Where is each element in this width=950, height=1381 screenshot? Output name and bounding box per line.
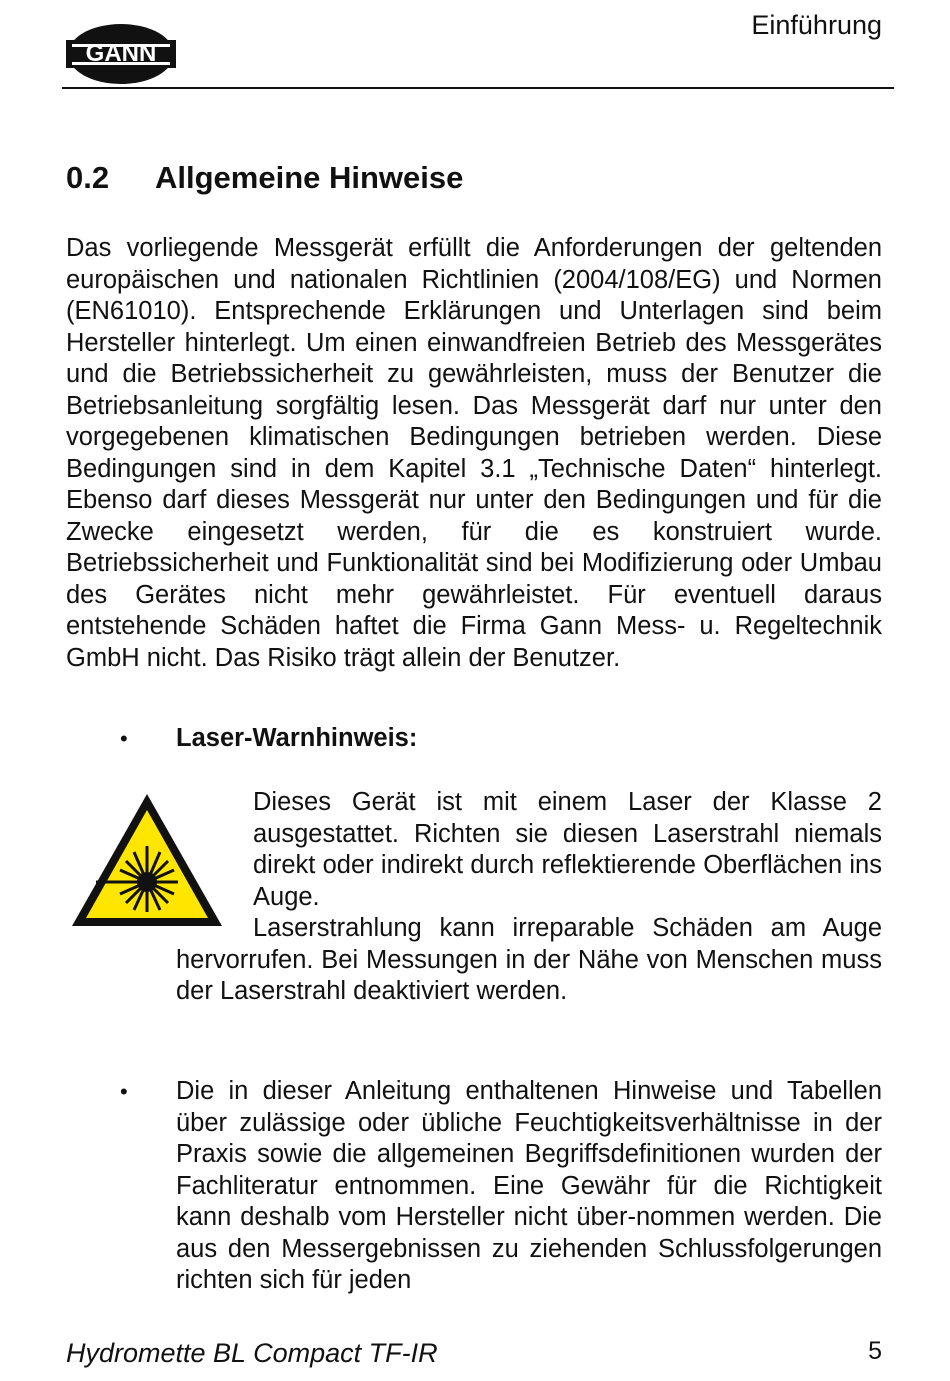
laser-warning-text: Dieses Gerät ist mit einem Laser der Klasse 2 ausgestattet. Richten sie diesen Laserstrahl niemals direkt oder indirekt durch reflektierende Oberflächen ins Auge.	[253, 788, 882, 911]
laser-heading: Laser-Warnhinweis:	[176, 724, 418, 752]
section-heading	[66, 158, 463, 198]
section-title: Allgemeine Hinweise	[155, 160, 464, 195]
section-number: 0.2	[66, 160, 110, 195]
info-paragraph: Die in dieser Anleitung enthaltenen Hinweise und Tabellen über zulässige oder übliche Feuchtigkeitsverhältnisse in der Praxis sowie die allgemeinen Begriffsdefinitionen wurden der Fachliteratur entnommen. Eine Gewähr für die Richtigkeit kann deshalb vom Hersteller nicht über-nommen werden. Die aus den Messergebnissen zu ziehenden Schlussfolgerungen richten sich für jeden	[176, 1077, 882, 1294]
intro-paragraph: Das vorliegende Messgerät erfüllt die Anforderungen der geltenden europäischen und nationalen Richtlinien (2004/108/EG) und Normen (EN61010). Entsprechende Erklärungen und Unterlagen sind beim Hersteller hinterlegt. Um einen einwandfreien Betrieb des Messgerätes und die Betriebssicherheit zu gewährleisten, muss der Benutzer die Betriebsanleitung sorgfältig lesen. Das Messgerät darf nur unter den vorgegebenen klimatischen Bedingungen betrieben werden. Diese Bedingungen sind in dem Kapitel 3.1 „Technische Daten“ hinterlegt. Ebenso darf dieses Messgerät nur unter den Bedingungen und für die Zwecke eingesetzt werden, für die es konstruiert wurde. Betriebssicherheit und Funktionalität sind bei Modifizierung oder Umbau des Gerätes nicht mehr gewährleistet. Für eventuell daraus entstehende Schäden haftet die Firma Gann Mess- u. Regeltechnik GmbH nicht. Das Risiko trägt allein der Benutzer.	[66, 234, 882, 672]
gann-logo	[66, 22, 176, 86]
page-number: 5	[868, 1337, 882, 1365]
bullet-dot: •	[120, 726, 128, 751]
header-rule	[62, 87, 894, 89]
logo-text: GANN	[85, 40, 157, 67]
laser-warning-text-continued	[176, 913, 882, 1008]
bullet-dot: •	[120, 1079, 128, 1104]
footer-title: Hydromette BL Compact TF-IR	[66, 1338, 438, 1368]
header-title: Einführung	[751, 10, 882, 40]
laser-warning-icon	[68, 790, 226, 930]
laser-warning-text-continued-content: Laserstrahlung kann irreparable Schäden am Auge hervorrufen. Bei Messungen in der Nähe von Menschen muss der Laserstrahl deaktiviert werden.	[176, 914, 882, 1005]
